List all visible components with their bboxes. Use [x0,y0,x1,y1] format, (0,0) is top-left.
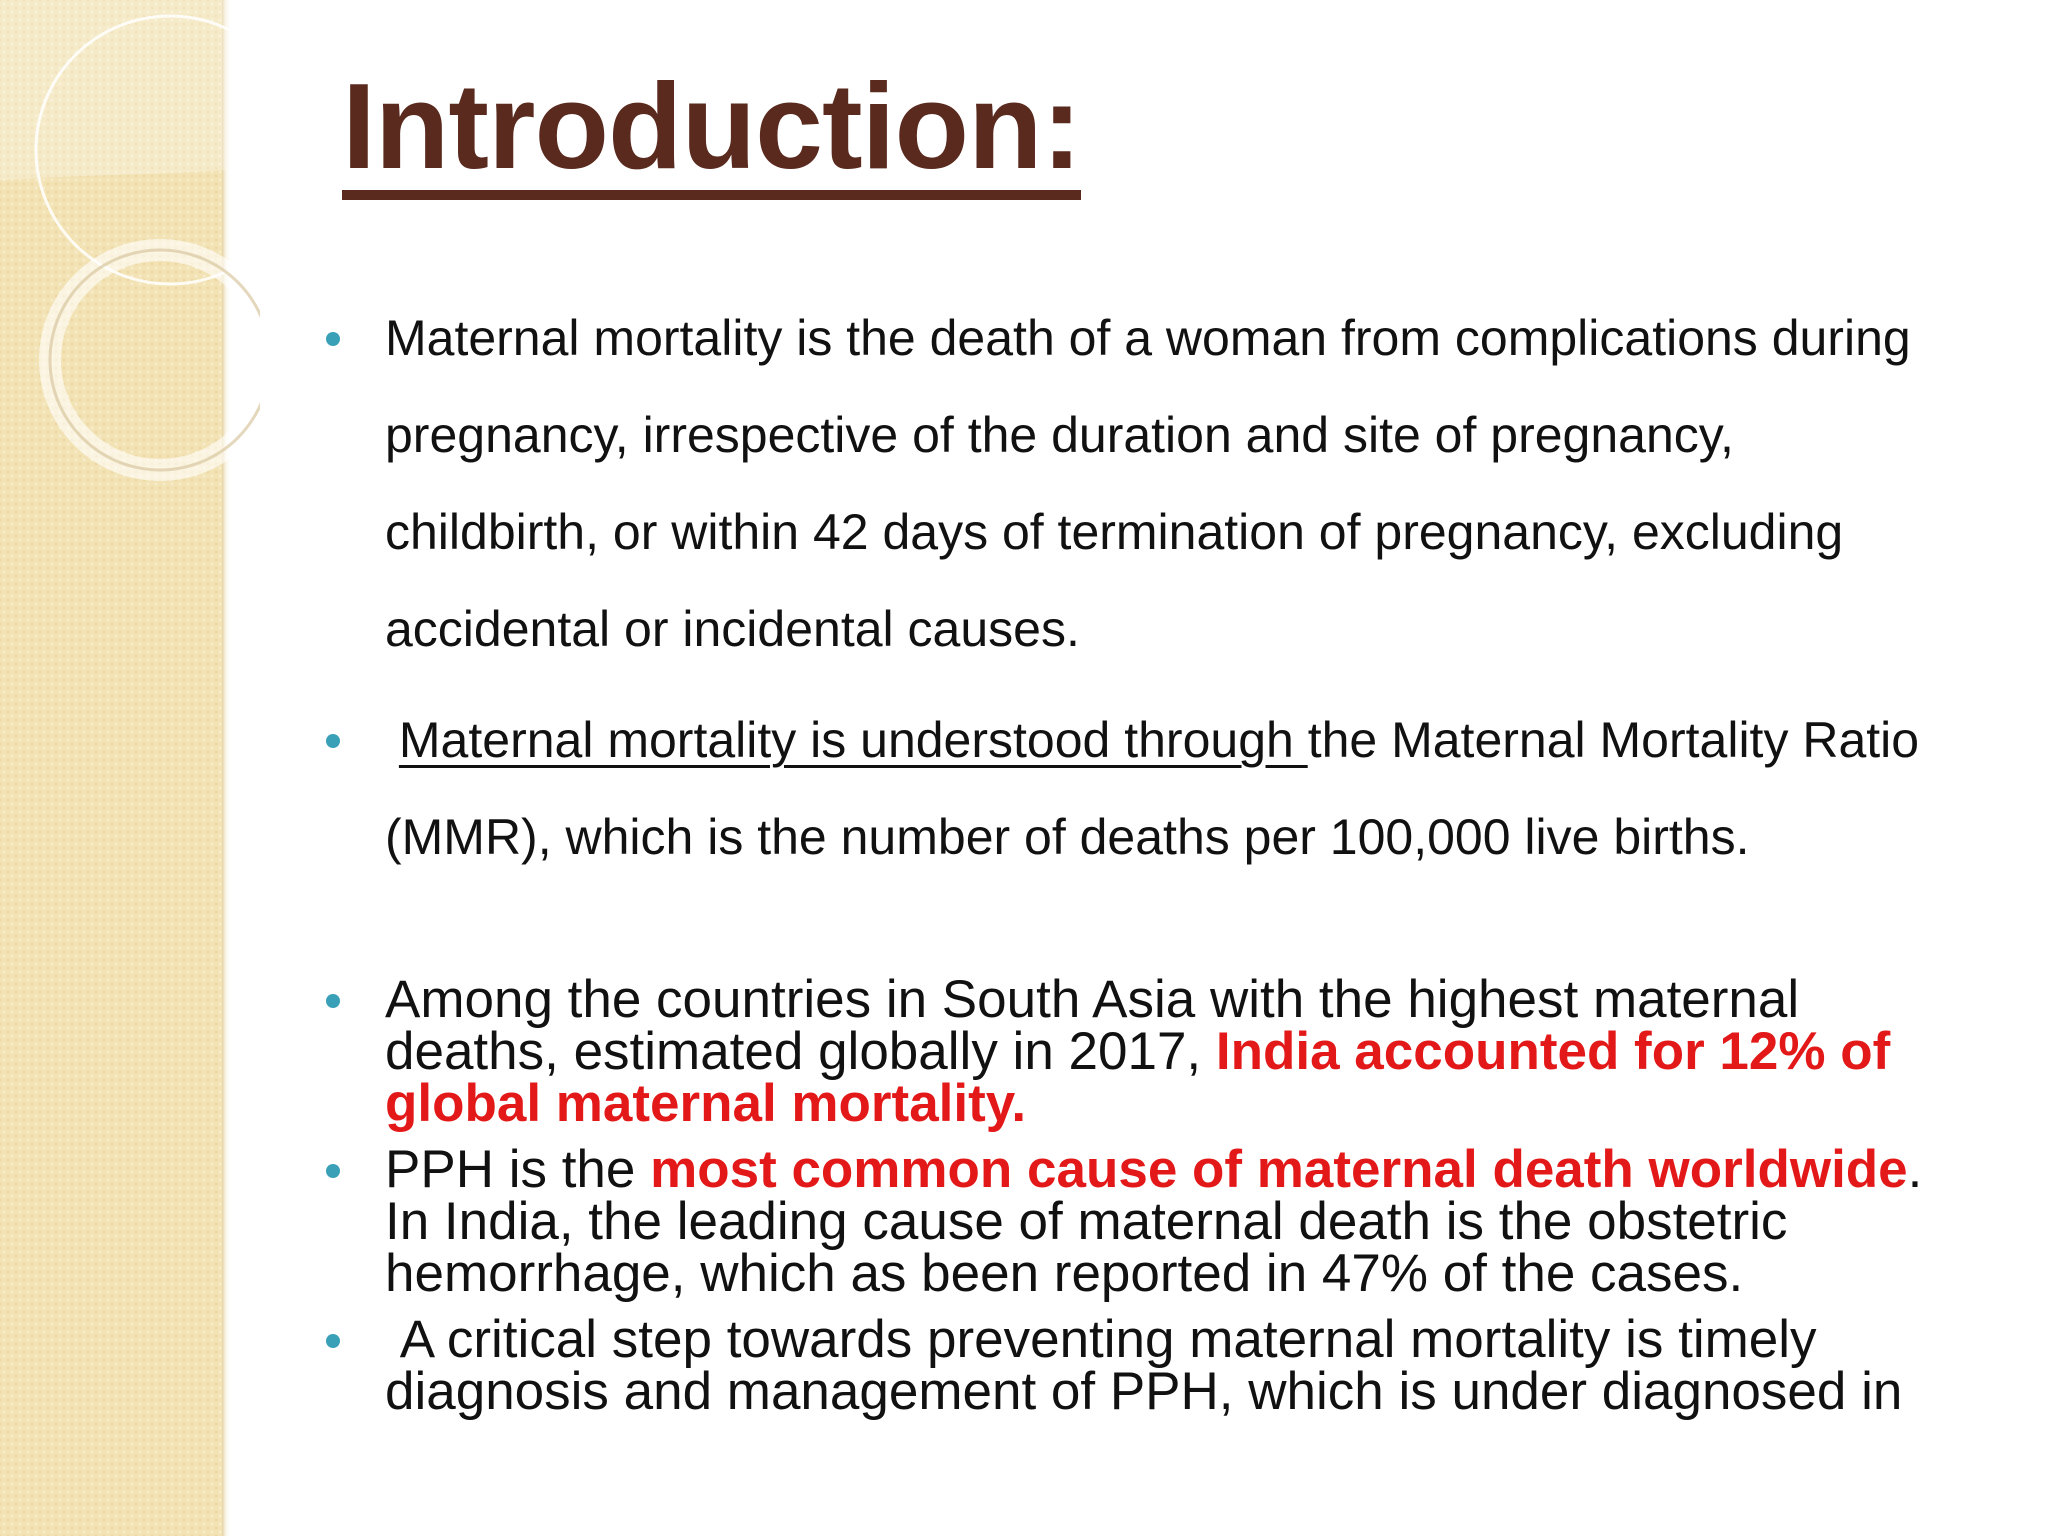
bullet-dot-icon [326,734,340,748]
bullet-list [320,290,1940,1421]
bullet-highlight-text: most common cause of maternal death worldwide [650,1140,1908,1199]
bullet-dot-icon [326,332,340,346]
bullet-underlined-text: Maternal mortality is understood through [398,712,1308,768]
bullet-text: A critical step towards preventing maternal mortality is timely diagnosis and management of PPH, which is under diagnosed in [385,1310,1903,1421]
bullet-text: PPH is the [385,1140,651,1199]
bullet-text-after: . In India, the leading cause of maternal death is the obstetric hemorrhage, which as been reported in 47% of the cases. [385,1140,1923,1303]
bullet-text: the Maternal Mortality Ratio (MMR), which is the number of deaths per 100,000 live births. [385,712,1920,865]
bullet-text: Maternal mortality is the death of a woman from complications during pregnancy, irrespective of the duration and site of pregnancy, childbirth, or within 42 days of termination of pregnancy, excluding accidental or incidental causes. [385,310,1911,657]
decorative-rings [0,0,260,520]
bullet-item-critical-step [320,1310,1940,1421]
bullet-item-mmr [320,692,1940,886]
bullet-dot-icon [326,1164,340,1178]
bullet-dot-icon [326,994,340,1008]
title-block [342,58,1082,200]
bullet-highlight-text: India accounted for 12% of global maternal mortality. [385,1022,1891,1133]
bullet-text: Among the countries in South Asia with the highest maternal deaths, estimated globally in 2017, [385,970,1800,1081]
slide-title: Introduction: [342,62,1081,200]
bullet-item-pph [320,1140,1940,1303]
bullet-dot-icon [326,1334,340,1348]
bullet-item-india-share [320,970,1940,1133]
bullet-item-definition [320,290,1940,678]
